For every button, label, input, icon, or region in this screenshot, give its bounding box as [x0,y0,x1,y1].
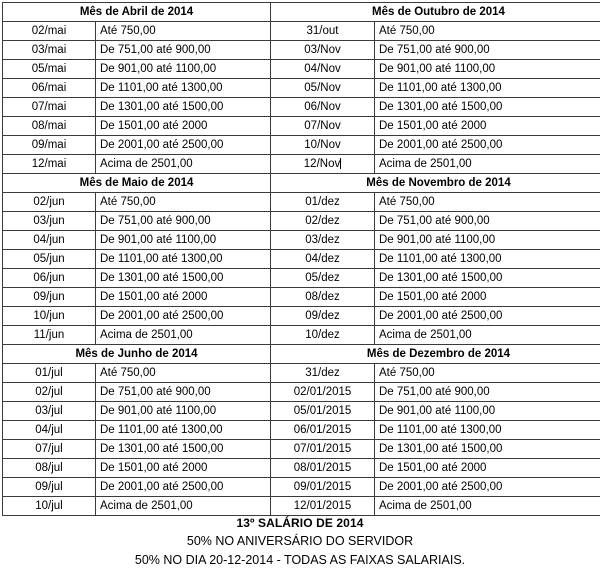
footer-title: 13º SALÁRIO DE 2014 [236,516,364,530]
table-row [3,402,600,421]
salary-range-right[interactable]: De 901,00 até 1100,00 [375,402,600,421]
payment-date-left[interactable]: 08/mai [3,117,96,136]
payment-date-right[interactable]: 06/Nov [271,98,375,117]
salary-range-left[interactable]: De 1101,00 até 1300,00 [96,79,271,98]
payment-date-left[interactable]: 09/jun [3,288,96,307]
payment-date-right[interactable]: 02/01/2015 [271,383,375,402]
salary-range-right[interactable]: Acima de 2501,00 [375,497,600,516]
payment-date-right[interactable]: 12/01/2015 [271,497,375,516]
table-row [3,497,600,516]
payment-date-left[interactable]: 03/mai [3,41,96,60]
salary-range-left[interactable]: Acima de 2501,00 [96,155,271,174]
payment-date-right[interactable]: 05/01/2015 [271,402,375,421]
salary-range-right[interactable]: De 1301,00 até 1500,00 [375,440,600,459]
salary-range-left[interactable]: Até 750,00 [96,193,271,212]
payment-date-left[interactable]: 06/mai [3,79,96,98]
salary-range-left[interactable]: De 2001,00 até 2500,00 [96,478,271,497]
payment-date-left[interactable]: 05/jun [3,250,96,269]
salary-range-right[interactable]: De 901,00 até 1100,00 [375,231,600,250]
payment-date-right[interactable]: 08/dez [271,288,375,307]
payment-date-left[interactable]: 07/mai [3,98,96,117]
salary-range-right[interactable]: Até 750,00 [375,193,600,212]
salary-range-left[interactable]: De 1101,00 até 1300,00 [96,250,271,269]
salary-range-left[interactable]: De 901,00 até 1100,00 [96,231,271,250]
table-row [3,364,600,383]
table-row [3,478,600,497]
payment-date-right[interactable]: 12/Nov [271,155,375,174]
month-heading-left[interactable]: Mês de Maio de 2014 [3,174,271,193]
payment-date-right[interactable]: 02/dez [271,212,375,231]
month-heading-left[interactable]: Mês de Junho de 2014 [3,345,271,364]
table-row [3,136,600,155]
salary-range-left[interactable]: De 1301,00 até 1500,00 [96,440,271,459]
table-row [3,326,600,345]
payment-date-right[interactable]: 07/Nov [271,117,375,136]
payment-date-right[interactable]: 07/01/2015 [271,440,375,459]
payment-date-left[interactable]: 02/jun [3,193,96,212]
table-row [3,383,600,402]
salary-range-right[interactable]: De 1301,00 até 1500,00 [375,269,600,288]
salary-range-left[interactable]: De 1501,00 até 2000 [96,288,271,307]
salary-range-right[interactable]: De 1501,00 até 2000 [375,117,600,136]
table-row [3,459,600,478]
table-row [3,60,600,79]
salary-range-right[interactable]: De 751,00 até 900,00 [375,383,600,402]
month-heading-right[interactable]: Mês de Outubro de 2014 [271,3,600,22]
table-row [3,231,600,250]
payment-date-left[interactable]: 06/jun [3,269,96,288]
table-row [3,193,600,212]
table-row [3,288,600,307]
payment-date-left[interactable]: 03/jun [3,212,96,231]
salary-range-right[interactable]: De 1101,00 até 1300,00 [375,421,600,440]
table-row [3,41,600,60]
payment-date-right[interactable]: 08/01/2015 [271,459,375,478]
month-heading-right[interactable]: Mês de Novembro de 2014 [271,174,600,193]
payment-date-right[interactable]: 10/dez [271,326,375,345]
payment-date-right[interactable]: 10/Nov [271,136,375,155]
salary-range-right[interactable]: De 751,00 até 900,00 [375,212,600,231]
payment-date-right[interactable]: 04/Nov [271,60,375,79]
payment-date-right[interactable]: 05/Nov [271,79,375,98]
salary-range-left[interactable]: De 1101,00 até 1300,00 [96,421,271,440]
payment-date-right[interactable]: 05/dez [271,269,375,288]
salary-range-right[interactable]: Até 750,00 [375,364,600,383]
payment-date-right[interactable]: 09/dez [271,307,375,326]
payment-date-right[interactable]: 09/01/2015 [271,478,375,497]
table-row [3,269,600,288]
salary-range-right[interactable]: De 1101,00 até 1300,00 [375,79,600,98]
salary-range-right[interactable]: Acima de 2501,00 [375,155,600,174]
table-row [3,98,600,117]
salary-range-left[interactable]: De 751,00 até 900,00 [96,383,271,402]
salary-range-left[interactable]: Até 750,00 [96,22,271,41]
salary-range-right[interactable]: Até 750,00 [375,22,600,41]
payment-date-left[interactable]: 12/mai [3,155,96,174]
payment-date-right[interactable]: 01/dez [271,193,375,212]
salary-range-right[interactable]: De 1301,00 até 1500,00 [375,98,600,117]
payment-date-left[interactable]: 03/jul [3,402,96,421]
salary-range-left[interactable]: De 1301,00 até 1500,00 [96,269,271,288]
salary-range-right[interactable]: De 751,00 até 900,00 [375,41,600,60]
payment-date-left[interactable]: 04/jun [3,231,96,250]
salary-range-right[interactable]: De 2001,00 até 2500,00 [375,136,600,155]
salary-range-right[interactable]: De 1501,00 até 2000 [375,288,600,307]
salary-range-left[interactable]: De 2001,00 até 2500,00 [96,136,271,155]
payment-date-left[interactable]: 11/jun [3,326,96,345]
salary-range-left[interactable]: Acima de 2501,00 [96,326,271,345]
payment-date-right[interactable]: 03/dez [271,231,375,250]
table-row [3,250,600,269]
salary-range-left[interactable]: De 901,00 até 1100,00 [96,60,271,79]
table-row [3,117,600,136]
payment-date-right[interactable]: 03/Nov [271,41,375,60]
payment-date-left[interactable]: 10/jun [3,307,96,326]
salary-range-left[interactable]: De 751,00 até 900,00 [96,41,271,60]
salary-range-left[interactable]: De 2001,00 até 2500,00 [96,307,271,326]
footer-line-1: 50% NO ANIVERSÁRIO DO SERVIDOR [186,534,414,548]
salary-range-right[interactable]: Acima de 2501,00 [375,326,600,345]
salary-range-left[interactable]: De 751,00 até 900,00 [96,212,271,231]
salary-range-left[interactable]: De 901,00 até 1100,00 [96,402,271,421]
payment-date-left[interactable]: 02/mai [3,22,96,41]
payment-date-left[interactable]: 01/jul [3,364,96,383]
month-heading-right[interactable]: Mês de Dezembro de 2014 [271,345,600,364]
footer-notes [0,515,600,570]
payment-date-left[interactable]: 10/jul [3,497,96,516]
table-row [3,212,600,231]
salary-range-right[interactable]: De 2001,00 até 2500,00 [375,307,600,326]
salary-range-right[interactable]: De 1101,00 até 1300,00 [375,250,600,269]
payment-date-left[interactable]: 07/jul [3,440,96,459]
salary-range-right[interactable]: De 1501,00 até 2000 [375,459,600,478]
payment-date-left[interactable]: 04/jul [3,421,96,440]
payment-date-left[interactable]: 09/mai [3,136,96,155]
table-row [3,307,600,326]
footer-line-2: 50% NO DIA 20-12-2014 - TODAS AS FAIXAS SALARIAIS. [134,553,466,567]
payment-date-left[interactable]: 08/jul [3,459,96,478]
salary-range-left[interactable]: Acima de 2501,00 [96,497,271,516]
month-heading-row [3,345,600,364]
payment-date-left[interactable]: 05/mai [3,60,96,79]
salary-range-left[interactable]: De 1501,00 até 2000 [96,117,271,136]
table-body [3,3,600,516]
table-row [3,22,600,41]
payment-date-left[interactable]: 09/jul [3,478,96,497]
month-heading-left[interactable]: Mês de Abril de 2014 [3,3,271,22]
table-row [3,440,600,459]
salary-range-left[interactable]: De 1501,00 até 2000 [96,459,271,478]
table-row [3,79,600,98]
month-heading-row [3,174,600,193]
payment-date-right[interactable]: 04/dez [271,250,375,269]
payment-date-right[interactable]: 31/dez [271,364,375,383]
salary-range-left[interactable]: De 1301,00 até 1500,00 [96,98,271,117]
payment-schedule-table [2,2,600,516]
month-heading-row [3,3,600,22]
salary-range-right[interactable]: De 2001,00 até 2500,00 [375,478,600,497]
salary-range-left[interactable]: Até 750,00 [96,364,271,383]
payment-date-left[interactable]: 02/jul [3,383,96,402]
salary-range-right[interactable]: De 901,00 até 1100,00 [375,60,600,79]
payment-date-right[interactable]: 06/01/2015 [271,421,375,440]
payment-date-right[interactable]: 31/out [271,22,375,41]
table-row [3,155,600,174]
table-row [3,421,600,440]
text-cursor [340,158,341,169]
